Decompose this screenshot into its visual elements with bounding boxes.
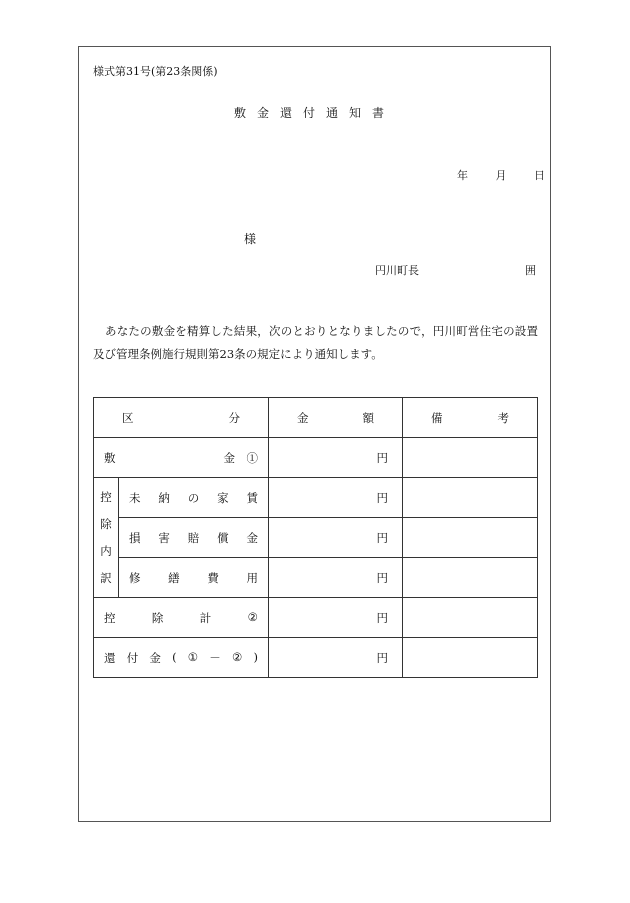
- header-remarks-label: 備 考: [431, 410, 509, 425]
- header-remarks: [403, 398, 538, 438]
- table-header-row: [94, 398, 538, 438]
- deduction-group-text: 控 除 内 訳: [100, 489, 112, 585]
- deduction-remarks-cell[interactable]: [403, 558, 538, 598]
- table-row: [94, 478, 538, 518]
- deduction-label-cell: [119, 558, 269, 598]
- seal-mark: 囲: [525, 264, 536, 277]
- notice-body-text: あなたの敷金を精算した結果，次のとおりとなりましたので，円川町営住宅の設置及び管理条例施行規則第23条の規定により通知します。: [93, 324, 538, 361]
- addressee-suffix: 様: [244, 232, 257, 246]
- deposit-label-cell: [94, 438, 269, 478]
- table-row: [94, 438, 538, 478]
- deposit-label: [94, 450, 268, 466]
- header-category-label: 区 分: [122, 410, 240, 425]
- refund-remarks-cell[interactable]: [403, 638, 538, 678]
- header-category: [94, 398, 269, 438]
- document-title: 敷金還付通知書: [233, 106, 395, 120]
- deposit-refund-table: [93, 397, 538, 678]
- deduction-total-remarks-cell[interactable]: [403, 598, 538, 638]
- refund-amount-cell[interactable]: 円: [269, 638, 403, 678]
- deduction-label-cell: [119, 518, 269, 558]
- deposit-label-main: 敷: [104, 450, 116, 465]
- date-month-label: 月: [495, 169, 507, 182]
- refund-label-cell: [94, 638, 269, 678]
- date-row: [457, 167, 545, 183]
- deduction-label: 修 繕 費 用: [129, 570, 258, 585]
- date-day-label: 日: [534, 169, 545, 182]
- deposit-remarks-cell[interactable]: [403, 438, 538, 478]
- deduction-total-label-cell: [94, 598, 269, 638]
- deduction-amount-cell[interactable]: 円: [269, 558, 403, 598]
- table-row: [94, 638, 538, 678]
- refund-label: 還 付 金 ( ① － ② ): [104, 649, 258, 665]
- table-row: [94, 518, 538, 558]
- deduction-amount-cell[interactable]: 円: [269, 478, 403, 518]
- deduction-remarks-cell[interactable]: [403, 478, 538, 518]
- form-number: 様式第31号(第23条関係): [93, 65, 218, 78]
- deduction-total-amount-cell[interactable]: 円: [269, 598, 403, 638]
- issuer-name: 円川町長: [375, 264, 419, 277]
- deduction-label-cell: [119, 478, 269, 518]
- deduction-remarks-cell[interactable]: [403, 518, 538, 558]
- notice-form-page: [78, 46, 551, 822]
- deposit-label-tail: 金 ①: [223, 450, 258, 465]
- deduction-group-label: [94, 478, 119, 598]
- deposit-amount-cell[interactable]: 円: [269, 438, 403, 478]
- table-row: [94, 598, 538, 638]
- deduction-amount-cell[interactable]: 円: [269, 518, 403, 558]
- header-amount-label: 金 額: [297, 410, 374, 425]
- table-row: [94, 558, 538, 598]
- header-amount: [269, 398, 403, 438]
- deduction-label: 未 納 の 家 賃: [129, 490, 258, 505]
- date-year-label: 年: [457, 169, 468, 182]
- deduction-total-label: 控 除 計 ②: [104, 609, 258, 625]
- deduction-label: 損 害 賠 償 金: [129, 530, 258, 545]
